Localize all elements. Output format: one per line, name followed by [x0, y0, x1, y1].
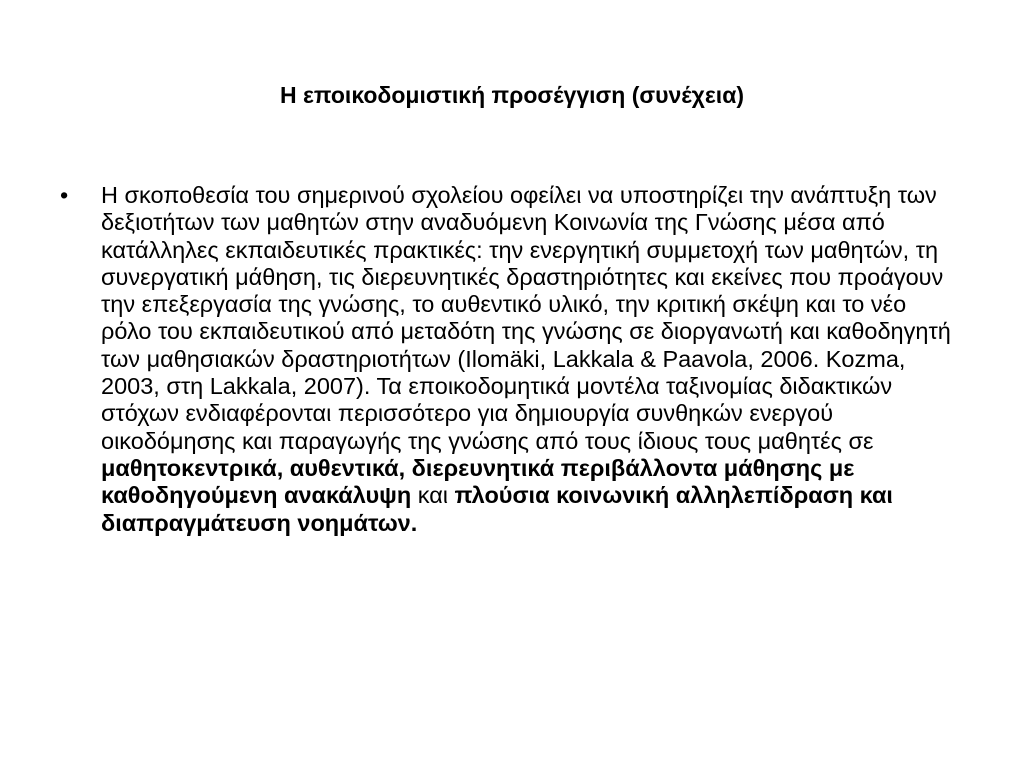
connector-text: και: [411, 482, 455, 509]
bullet-marker: •: [60, 182, 69, 208]
slide-title: Η εποικοδομιστική προσέγγιση (συνέχεια): [280, 82, 744, 108]
bullet-item: [60, 182, 960, 537]
emphasized-social-interaction: πλούσια κοινωνική αλληλεπίδραση και διαπραγμάτευση νοημάτων.: [101, 482, 893, 536]
bullet-paragraph: [101, 182, 960, 537]
paragraph-text: Η σκοποθεσία του σημερινού σχολείου οφείλει να υποστηρίζει την ανάπτυξη των δεξιοτήτων των μαθητών στην αναδυόμενη Κοινωνία της Γνώσης μέσα από κατάλληλες εκπαιδευτικές πρακτικές: την ενεργητική συμμετοχή των μαθητών, τη συνεργατική μάθηση, τις διερευνητικές δραστηριότητες και εκείνες που προάγουν την επεξεργασία της γνώσης, το αυθεντικό υλικό, την κριτική σκέψη και το νέο ρόλο του εκπαιδευτικού από μεταδότη της γνώσης σε διοργανωτή και καθοδηγητή των μαθησιακών δραστηριοτήτων (Ilomäki, Lakkala & Paavola, 2006. Kozma, 2003, στη Lakkala, 2007). Τα εποικοδομητικά μοντέλα ταξινομίας διδακτικών στόχων ενδιαφέρονται περισσότερο για δημιουργία συνθηκών ενεργού οικοδόμησης και παραγωγής της γνώσης από τους ίδιους τους μαθητές σε: [101, 182, 951, 454]
emphasized-learning-environments: μαθητοκεντρικά, αυθεντικά, διερευνητικά περιβάλλοντα μάθησης με καθοδηγούμενη ανακάλυψη: [101, 454, 855, 509]
slide-content: [60, 182, 960, 537]
